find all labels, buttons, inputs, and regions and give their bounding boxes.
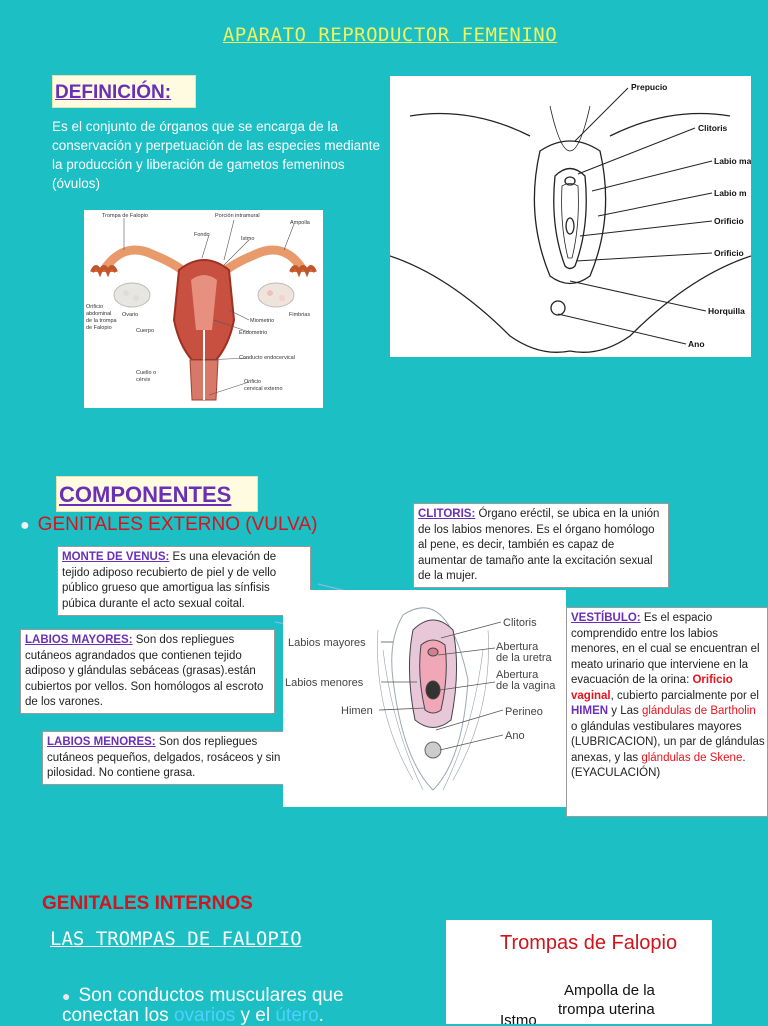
- uterus-label-fimbrias: Fimbrias: [289, 312, 311, 318]
- vulva-diagram: [390, 76, 751, 357]
- uterus-label-cuello: Cuello o: [136, 370, 157, 376]
- vulva-label-clitoris: Clitoris: [698, 123, 728, 133]
- vulva-sketch: [283, 590, 566, 807]
- sketch-label-clitoris: Clitoris: [503, 617, 537, 629]
- trompas-bullet-text2: y el: [235, 1005, 276, 1026]
- uterus-label-porcion: Porción intramural: [215, 213, 260, 219]
- definicion-text: Es el conjunto de órganos que se encarga de la conservación y perpetuación de las especies mediante la producción y liberación de gametos femeninos (óvulos): [52, 119, 380, 191]
- trompas-panel-title: Trompas de Falopio: [500, 932, 678, 954]
- uterus-label-orificio-abdominal-2: abdominal: [86, 311, 112, 317]
- uterus-label-fondo: Fondo: [194, 232, 210, 238]
- card-labios-mayores-text: Son dos repliegues cutáneos agrandados que contienen tejido adiposo y glándulas sebáceas (grasas).están cubiertos por vellos. Son homólogos al escroto de los varones.: [25, 634, 264, 708]
- card-vestibulo: [566, 607, 768, 817]
- sketch-label-abertura-vagina-2: de la vagina: [496, 680, 556, 692]
- uterus-label-ovario: Ovario: [122, 312, 139, 318]
- card-monte-term: MONTE DE VENUS:: [62, 551, 170, 563]
- trompas-bullet-utero: útero: [275, 1005, 319, 1026]
- uterus-label-trompa: Trompa de Falopio: [102, 213, 148, 219]
- card-clitoris-term: CLITORIS:: [418, 508, 476, 520]
- card-clitoris: [413, 503, 669, 588]
- card-vestibulo-text4: o glándulas vestibulares mayores (LUBRICACION), un par de glándulas anexas, y las: [571, 720, 765, 764]
- uterus-label-miometrio: Miometrio: [250, 318, 275, 324]
- card-labios-menores-term: LABIOS MENORES:: [47, 736, 156, 748]
- vulva-label-labio-ma: Labio ma: [714, 156, 751, 166]
- trompas-panel-ampolla-1: Ampolla de la: [564, 982, 655, 999]
- genitales-externo-heading: [20, 514, 317, 536]
- definicion-heading: DEFINICIÓN:: [52, 75, 196, 108]
- card-vestibulo-text3: y Las: [608, 705, 642, 717]
- trompas-heading: LAS TROMPAS DE FALOPIO: [50, 928, 302, 950]
- uterus-label-orificio-cervical: Orificio: [244, 379, 262, 385]
- sketch-label-perineo: Perineo: [505, 706, 543, 718]
- uterus-label-orificio-abdominal-3: de la trompa: [86, 318, 117, 324]
- bullet-icon: ●: [20, 517, 30, 534]
- card-labios-menores-text: Son dos repliegues cutáneos pequeños, delgados, rosáceos y sin pilosidad. No contiene grasa.: [47, 736, 281, 779]
- sketch-label-ano: Ano: [505, 730, 525, 742]
- uterus-label-ampolla: Ampolla: [290, 220, 310, 226]
- uterus-label-istmo: Istmo: [241, 236, 255, 242]
- vulva-label-ano: Ano: [688, 339, 705, 349]
- vulva-label-orificio-2: Orificio: [714, 248, 744, 258]
- sketch-label-abertura-vagina-1: Abertura: [496, 669, 539, 681]
- genitales-externo-label: GENITALES EXTERNO (VULVA): [37, 514, 318, 535]
- uterus-label-orificio-abdominal-4: de Falopio: [86, 325, 112, 331]
- sketch-label-himen: Himen: [341, 705, 373, 717]
- trompas-panel-ampolla-2: trompa uterina: [558, 1001, 655, 1018]
- card-vestibulo-orificio: Orificio vaginal: [571, 674, 733, 702]
- sketch-label-labios-mayores: Labios mayores: [288, 637, 366, 649]
- card-monte-de-venus: [57, 546, 311, 616]
- uterus-label-cuerpo: Cuerpo: [136, 328, 155, 334]
- card-monte-text: Es una elevación de tejido adiposo recubierto de piel y de vello público grueso que amortigua las sínfisis púbica durante el acto sexual coital.: [62, 551, 277, 610]
- card-vestibulo-himen: HIMEN: [571, 705, 609, 717]
- trompas-panel: [446, 920, 712, 1024]
- trompas-panel-istmo: Istmo: [500, 1012, 537, 1024]
- card-vestibulo-text5: . (EYACULACIÓN): [571, 751, 746, 779]
- trompas-bullet-text3: .: [318, 1005, 324, 1026]
- uterus-label-orificio-cervical-2: cervical externo: [244, 386, 283, 392]
- card-clitoris-text: Órgano eréctil, se ubica en la unión de los labios menores. Es el órgano homólogo al pene, es decir, también es capaz de aumentar de tamaño ante la excitación sexual de la mujer.: [418, 508, 660, 582]
- vulva-label-orificio-1: Orificio: [714, 216, 744, 226]
- sketch-label-abertura-uretra-1: Abertura: [496, 641, 539, 653]
- genitales-internos-heading: GENITALES INTERNOS: [42, 893, 253, 914]
- uterus-label-conducto: Conducto endocervical: [239, 355, 295, 361]
- bullet-icon: ●: [62, 988, 71, 1004]
- trompas-bullet: [62, 986, 402, 1025]
- trompas-bullet-text1: Son conductos musculares que conectan los: [62, 985, 344, 1026]
- card-labios-mayores-term: LABIOS MAYORES:: [25, 634, 133, 646]
- card-labios-mayores: [20, 629, 275, 714]
- uterus-diagram: [84, 210, 323, 408]
- vulva-label-prepucio: Prepucio: [631, 82, 668, 92]
- page-title: APARATO REPRODUCTOR FEMENINO: [222, 24, 558, 46]
- uterus-label-cuello-2: cérvix: [136, 377, 151, 383]
- uterus-label-endometrio: Endometrio: [239, 330, 268, 336]
- componentes-heading: COMPONENTES: [56, 476, 258, 512]
- card-vestibulo-bartholin: glándulas de Bartholin: [641, 705, 756, 717]
- vulva-label-horquilla: Horquilla: [708, 306, 745, 316]
- sketch-label-abertura-uretra-2: de la uretra: [496, 652, 552, 664]
- sketch-label-labios-menores: Labios menores: [285, 677, 364, 689]
- card-labios-menores: [42, 731, 299, 785]
- vulva-label-labio-m: Labio m: [714, 188, 747, 198]
- trompas-bullet-ovarios: ovarios: [173, 1005, 236, 1026]
- card-vestibulo-term: VESTÍBULO:: [571, 612, 641, 624]
- card-vestibulo-text1: Es el espacio comprendido entre los labios menores, en el cual se encuentran el meato urinario que interviene en la evacuación de la orina:: [571, 612, 760, 686]
- uterus-label-orificio-abdominal: Orificio: [86, 304, 104, 310]
- card-vestibulo-skene: glándulas de Skene: [641, 751, 743, 764]
- card-vestibulo-text2: , cubierto parcialmente por el: [610, 689, 759, 702]
